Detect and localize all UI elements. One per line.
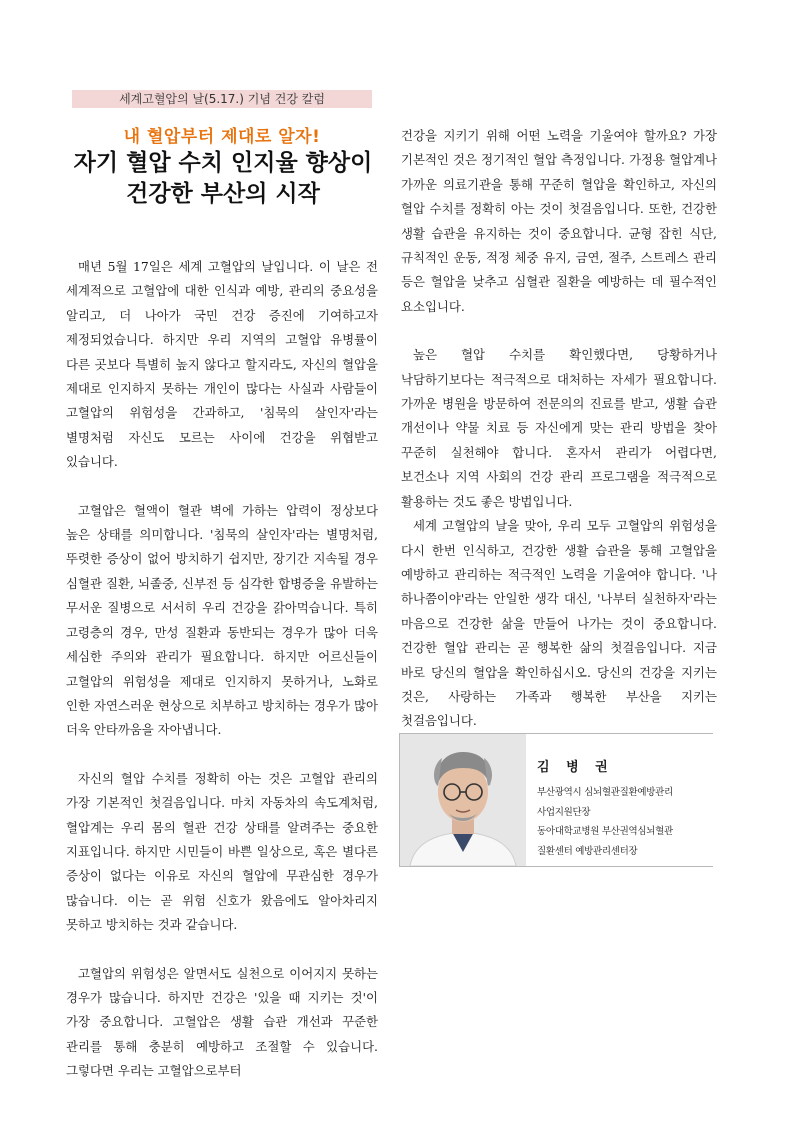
author-info <box>537 756 715 861</box>
paragraph: 건강을 지키기 위해 어떤 노력을 기울여야 할까요? 가장 기본적인 것은 정기적인 혈압 측정입니다. 가정용 혈압계나 가까운 의료기관을 통해 꾸준히 혈압을 확인하고, 자신의 혈압 수치를 정확히 아는 것이 첫걸음입니다. 또한, 건강한 생활 습관을 유지하는 것이 중요합니다. 균형 잡힌 식단, 규칙적인 운동, 적정 체중 유지, 금연, 절주, 스트레스 관리 등은 혈압을 낮추고 심혈관 질환을 예방하는 데 필수적인 요소입니다. <box>401 128 717 314</box>
paragraph: 고혈압은 혈액이 혈관 벽에 가하는 압력이 정상보다 높은 상태를 의미합니다. '침묵의 살인자'라는 별명처럼, 뚜렷한 증상이 없어 방치하기 쉽지만, 장기간 지속될 경우 심혈관 질환, 뇌졸중, 신부전 등 심각한 합병증을 유발하는 무서운 질병으로 서서히 우리 건강을 갉아먹습니다. 특히 고령층의 경우, 만성 질환과 동반되는 경우가 많아 더욱 세심한 주의와 관리가 필요합니다. 하지만 어르신들이 고혈압의 위험성을 제대로 인지하지 못하거나, 노화로 인한 자연스러운 현상으로 치부하고 방치하는 경우가 많아 더욱 안타까움을 자아냅니다. <box>66 502 378 738</box>
article-subtitle: 내 혈압부터 제대로 알자! <box>123 127 321 147</box>
paragraph: 세계 고혈압의 날을 맞아, 우리 모두 고혈압의 위험성을 다시 한번 인식하고, 건강한 생활 습관을 통해 고혈압을 예방하고 관리하는 적극적인 노력을 기울여야 합니다. '나 하나쯤이야'라는 안일한 생각 대신, '나부터 실천하자'라는 마음으로 건강한 삶을 만들어 나가는 것이 중요합니다. 건강한 혈압 관리는 곧 행복한 삶의 첫걸음입니다. 지금 바로 당신의 혈압을 확인하십시오. 당신의 건강을 지키는 것은, 사랑하는 가족과 행복한 부산을 지키는 첫걸음입니다. <box>401 518 717 729</box>
paragraph: 자신의 혈압 수치를 정확히 아는 것은 고혈압 관리의 가장 기본적인 첫걸음입니다. 마치 자동차의 속도계처럼, 혈압계는 우리 몸의 혈관 건강 상태를 알려주는 중요한 지표입니다. 하지만 시민들이 바쁜 일상으로, 혹은 별다른 증상이 없다는 이유로 자신의 혈압에 무관심한 경우가 많습니다. 이는 곧 위험 신호가 왔음에도 알아차리지 못하고 방치하는 것과 같습니다. <box>66 770 378 933</box>
paragraph: 고혈압의 위험성은 알면서도 실천으로 이어지지 못하는 경우가 많습니다. 하지만 건강은 '있을 때 지키는 것'이 가장 중요합니다. 고혈압은 생활 습관 개선과 꾸준한 관리를 통해 충분히 예방하고 조절할 수 있습니다. 그렇다면 우리는 고혈압으로부터 <box>66 965 378 1079</box>
title-line-1: 자기 혈압 수치 인지율 향상이 <box>73 150 373 176</box>
title-line-2: 건강한 부산의 시작 <box>126 181 320 207</box>
right-column <box>401 124 717 734</box>
author-title-line: 동아대학교병원 부산권역심뇌혈관 <box>537 826 673 837</box>
paragraph: 매년 5월 17일은 세계 고혈압의 날입니다. 이 날은 전 세계적으로 고혈압에 대한 인식과 예방, 관리의 중요성을 알리고, 더 나아가 국민 건강 증진에 기여하고자 제정되었습니다. 하지만 우리 지역의 고혈압 유병률이 다른 곳보다 특별히 높지 않다고 할지라도, 자신의 혈압을 제대로 인지하지 못하는 개인이 많다는 사실과 사람들이 고혈압의 위험성을 간과하고, '침묵의 살인자'라는 별명처럼 자신도 모르는 사이에 건강을 위협받고 있습니다. <box>66 259 378 470</box>
article-title <box>60 148 386 210</box>
author-title-line: 질환센터 예방관리센터장 <box>537 845 638 857</box>
paragraph: 높은 혈압 수치를 확인했다면, 당황하거나 낙담하기보다는 적극적으로 대처하는 자세가 필요합니다. 가까운 병원을 방문하여 전문의의 진료를 받고, 생활 습관 개선이나 약물 치료 등 자신에게 맞는 관리 방법을 찾아 꾸준히 실천해야 합니다. 혼자서 관리가 어렵다면, 보건소나 지역 사회의 건강 관리 프로그램을 적극적으로 활용하는 것도 좋은 방법입니다. <box>401 347 717 509</box>
author-name: 김 병 권 <box>537 760 614 775</box>
author-profile-box <box>399 733 713 867</box>
column-category-banner: 세계고혈압의 날(5.17.) 기념 건강 칼럼 <box>72 90 372 108</box>
left-column <box>66 255 378 1084</box>
author-title-line: 사업지원단장 <box>537 806 591 818</box>
author-photo <box>400 734 526 866</box>
author-portrait-illustration <box>400 734 526 866</box>
author-title-line: 부산광역시 심뇌혈관질환예방관리 <box>537 787 673 798</box>
